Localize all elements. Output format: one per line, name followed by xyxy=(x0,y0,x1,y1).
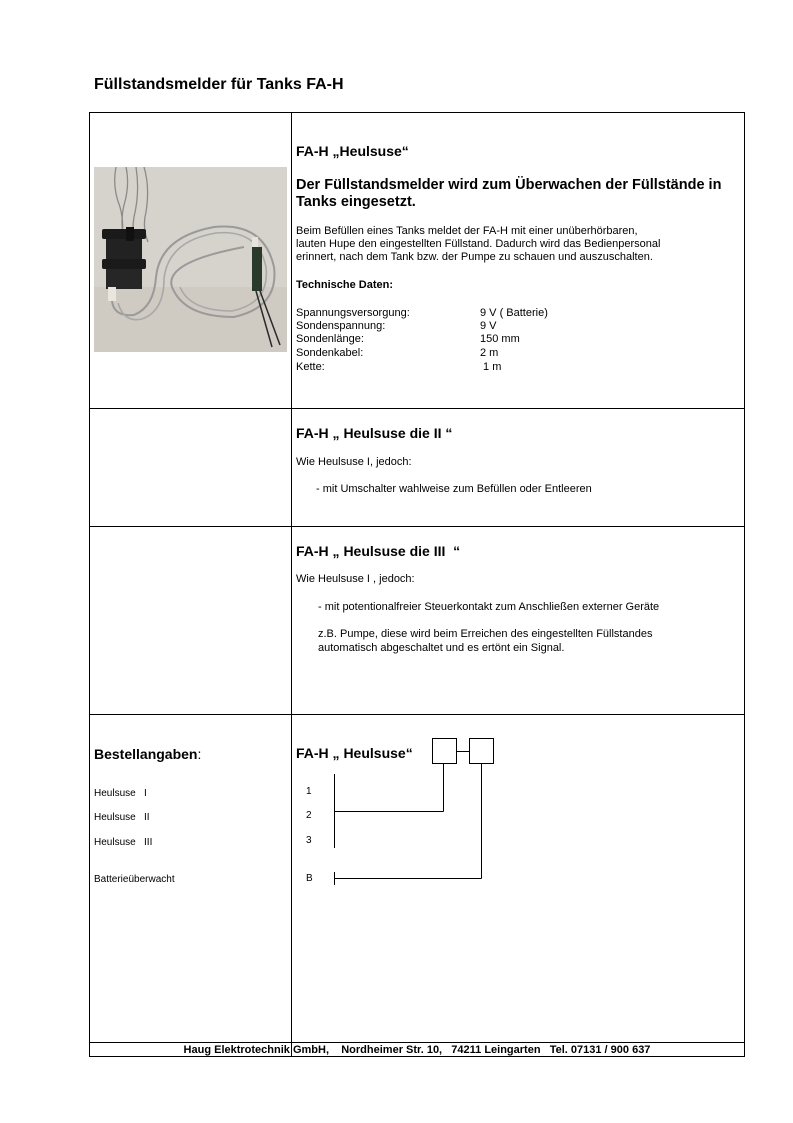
order-code-heading: FA-H „ Heulsuse“ xyxy=(296,745,413,761)
order-heading-text: Bestellangaben xyxy=(94,746,198,762)
tech-data-heading: Technische Daten: xyxy=(296,279,393,291)
order-item: Heulsuse II xyxy=(94,812,150,823)
section1-description: erinnert, nach dem Tank bzw. der Pumpe zu schauen und auszuschalten. xyxy=(296,251,653,263)
spec-label: Spannungsversorgung: xyxy=(296,307,410,319)
code-box-2 xyxy=(470,739,494,764)
section3-heading: FA-H „ Heulsuse die III “ xyxy=(296,543,461,559)
section1-heading: FA-H „Heulsuse“ xyxy=(296,143,409,159)
section1-subheading: Tanks eingesetzt. xyxy=(296,194,416,210)
section3-note: automatisch abgeschaltet und es ertönt ein Signal. xyxy=(318,642,565,654)
order-code: 2 xyxy=(306,810,312,821)
spec-value: 9 V ( Batterie) xyxy=(480,307,548,319)
spec-value: 9 V xyxy=(480,320,497,332)
section2-heading: FA-H „ Heulsuse die II “ xyxy=(296,425,453,441)
page-title: Füllstandsmelder für Tanks FA-H xyxy=(94,76,344,93)
section2-intro: Wie Heulsuse I, jedoch: xyxy=(296,456,412,468)
section2-bullet: - mit Umschalter wahlweise zum Befüllen oder Entleeren xyxy=(316,483,592,495)
order-item: Batterieüberwacht xyxy=(94,874,175,885)
spec-value: 150 mm xyxy=(480,333,520,345)
spec-label: Sondenkabel: xyxy=(296,347,364,359)
section3-intro: Wie Heulsuse I , jedoch: xyxy=(296,573,415,585)
spec-value: 1 m xyxy=(480,361,502,373)
order-heading-colon: : xyxy=(197,746,202,762)
order-code: 1 xyxy=(306,786,312,797)
spec-label: Sondenlänge: xyxy=(296,333,364,345)
section1-description: lauten Hupe den eingestellten Füllstand. Dadurch wird das Bedienpersonal xyxy=(296,238,661,250)
spec-label: Kette: xyxy=(296,361,325,373)
section1-description: Beim Befüllen eines Tanks meldet der FA-H mit einer unüberhörbaren, xyxy=(296,225,638,237)
order-item: Heulsuse III xyxy=(94,837,153,848)
order-code: B xyxy=(306,873,313,884)
spec-label: Sondenspannung: xyxy=(296,320,386,332)
spec-value: 2 m xyxy=(480,347,499,359)
order-item: Heulsuse I xyxy=(94,788,147,799)
footer-contact: Haug Elektrotechnik GmbH, Nordheimer Str. 10, 74211 Leingarten Tel. 07131 / 900 637 xyxy=(183,1044,651,1056)
section3-bullet: - mit potentionalfreier Steuerkontakt zum Anschließen externer Geräte xyxy=(318,601,660,613)
order-code: 3 xyxy=(306,835,312,846)
section1-subheading: Der Füllstandsmelder wird zum Überwachen der Füllstände in xyxy=(296,177,722,193)
section3-note: z.B. Pumpe, diese wird beim Erreichen des eingestellten Füllstandes xyxy=(318,628,653,640)
code-box-1 xyxy=(433,739,457,764)
